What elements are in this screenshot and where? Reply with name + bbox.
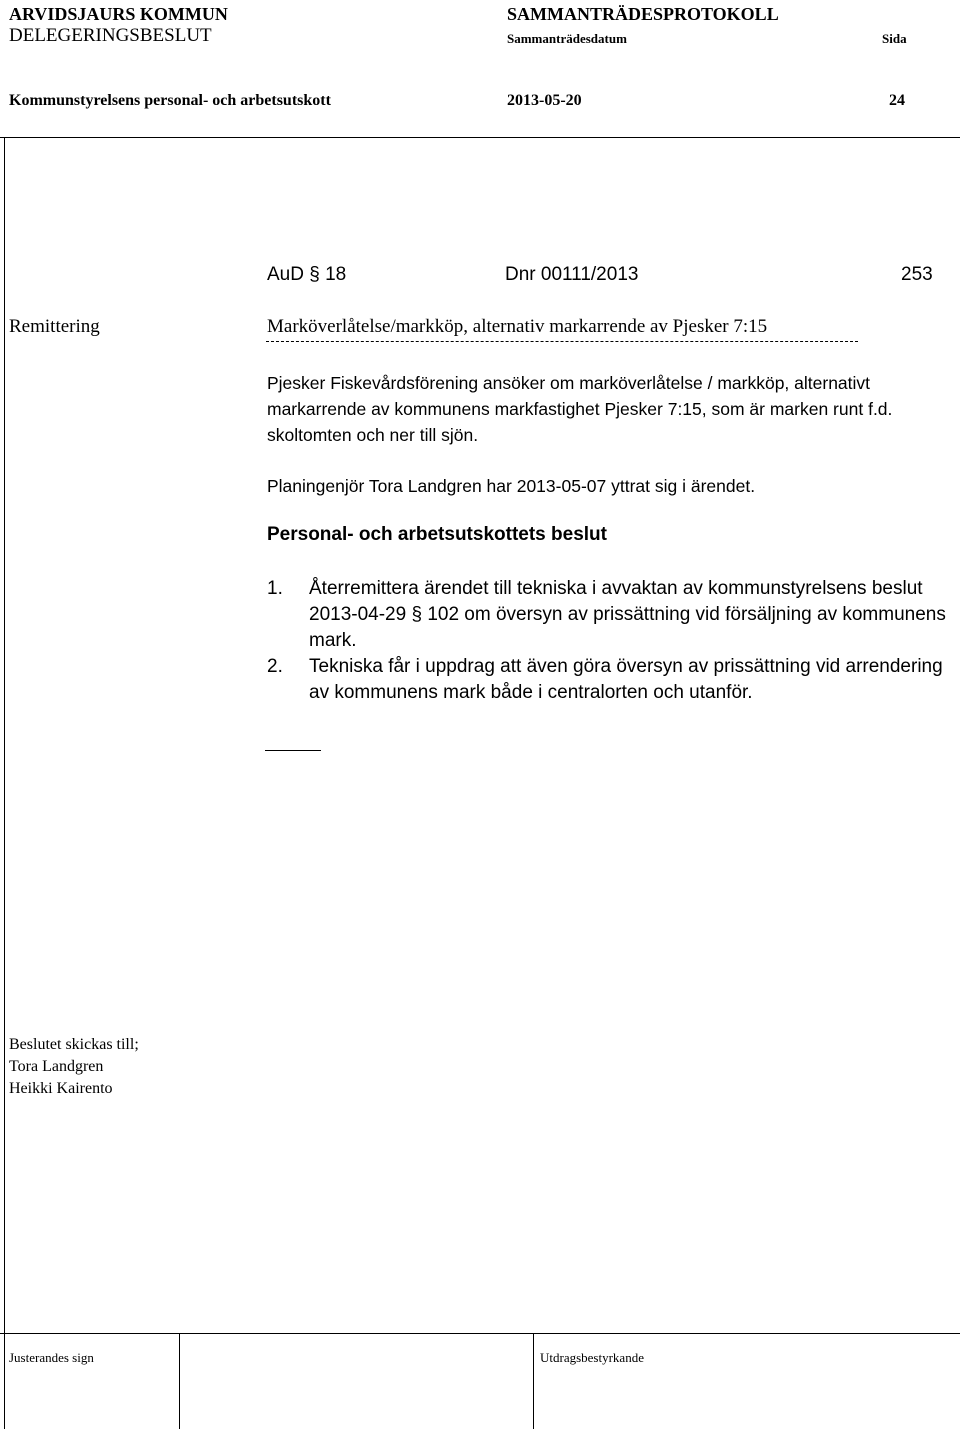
recipients-label: Beslutet skickas till; — [9, 1036, 139, 1053]
subject-underline — [266, 341, 858, 342]
footer-column-divider — [179, 1333, 180, 1429]
recipients-block — [9, 1034, 139, 1100]
page-label: Sida — [882, 31, 907, 46]
case-subject: Marköverlåtelse/markköp, alternativ markarrende av Pjesker 7:15 — [267, 316, 768, 337]
decision-heading: Personal- och arbetsutskottets beslut — [267, 524, 607, 545]
end-of-section-rule — [265, 750, 321, 751]
document-type: DELEGERINGSBESLUT — [9, 25, 212, 46]
page-number: 24 — [889, 92, 905, 109]
protocol-title: SAMMANTRÄDESPROTOKOLL — [507, 4, 779, 24]
list-item-text: Tekniska får i uppdrag att även göra översyn av prissättning vid arrendering av kommunens mark både i centralorten och utanför. — [309, 656, 943, 703]
body-paragraph-statement: Planingenjör Tora Landgren har 2013-05-07 yttrat sig i ärendet. — [267, 476, 756, 496]
footer-column-divider — [533, 1333, 534, 1429]
decision-list — [267, 576, 957, 706]
committee-name: Kommunstyrelsens personal- och arbetsutskott — [9, 92, 331, 109]
list-item-number: 1. — [267, 578, 283, 599]
case-section-number: 253 — [901, 264, 933, 285]
body-paragraph-application: Pjesker Fiskevårdsförening ansöker om marköverlåtelse / markköp, alternativt markarrende av kommunens markfastighet Pjesker 7:15, som är marken runt f.d. skoltomten och ner till sjön. — [267, 373, 893, 445]
recipient-name: Heikki Kairento — [9, 1080, 113, 1097]
signature-label: Justerandes sign — [9, 1350, 94, 1365]
header-divider — [0, 137, 960, 138]
left-margin-line — [4, 137, 5, 1429]
footer-divider — [0, 1333, 960, 1334]
list-item — [267, 654, 957, 706]
list-item-text: Återremittera ärendet till tekniska i avvaktan av kommunstyrelsens beslut 2013-04-29 § 102 om översyn av prissättning vid försäljning av kommunens mark. — [309, 578, 946, 651]
meeting-date-label: Sammanträdesdatum — [507, 31, 627, 46]
meeting-date: 2013-05-20 — [507, 92, 582, 109]
extract-certification-label: Utdragsbestyrkande — [540, 1350, 644, 1365]
case-registration-number: Dnr 00111/2013 — [505, 264, 639, 285]
list-item-number: 2. — [267, 656, 283, 677]
list-item — [267, 576, 957, 654]
case-paragraph-reference: AuD § 18 — [267, 264, 347, 285]
case-category: Remittering — [9, 316, 100, 337]
recipient-name: Tora Landgren — [9, 1058, 104, 1075]
organization-name: ARVIDSJAURS KOMMUN — [9, 4, 228, 24]
